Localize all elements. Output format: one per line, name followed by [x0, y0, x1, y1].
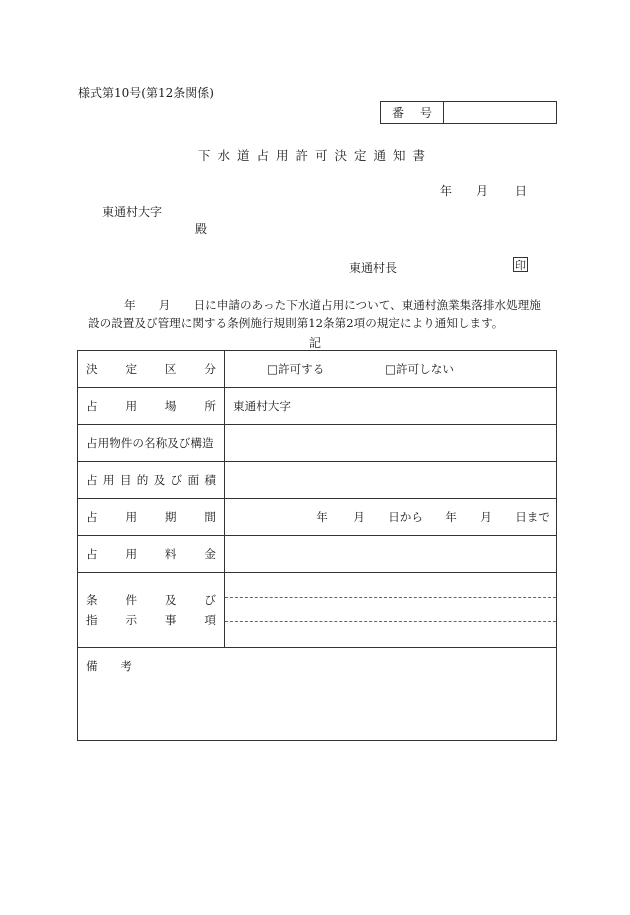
dashed-line: [225, 621, 556, 622]
addressee-place: 東通村大字: [102, 205, 163, 219]
purpose-label: 占 用 目 的 及 び 面 積: [78, 462, 225, 499]
dashed-line: [225, 597, 556, 598]
object-value[interactable]: [225, 425, 557, 462]
location-label: 占 用 場 所: [78, 388, 225, 425]
decision-label: 決 定 区 分: [78, 351, 225, 388]
ki-heading: 記: [308, 336, 321, 350]
table-row: [78, 351, 557, 388]
document-number-field[interactable]: [444, 102, 556, 123]
table-row: [78, 462, 557, 499]
issuer-name: 東通村長: [349, 261, 398, 275]
notice-body: [88, 296, 558, 332]
table-row: [78, 536, 557, 573]
fee-value[interactable]: [225, 536, 557, 573]
addressee-honorific: 殿: [195, 222, 208, 236]
document-number-label: 番 号: [381, 102, 444, 123]
remarks-cell[interactable]: [78, 648, 557, 741]
date-year: 年: [440, 184, 453, 198]
conditions-label: 条 件 及 び 指 示 事 項: [78, 573, 225, 648]
decision-value: [225, 351, 557, 388]
allow-checkbox[interactable]: □許可する: [267, 362, 325, 376]
issue-date: [440, 182, 527, 199]
notice-body-line-2: 設の設置及び管理に関する条例施行規則第12条第2項の規定により通知します。: [88, 316, 504, 330]
fee-label: 占 用 料 金: [78, 536, 225, 573]
deny-checkbox[interactable]: □許可しない: [385, 362, 454, 376]
period-value[interactable]: 年 月 日から 年 月 日まで: [225, 499, 557, 536]
table-row: [78, 425, 557, 462]
permit-details-table: [77, 350, 557, 741]
table-row: [78, 388, 557, 425]
purpose-value[interactable]: [225, 462, 557, 499]
conditions-value[interactable]: [225, 573, 557, 648]
document-number-box: [380, 101, 557, 124]
document-title: 下水道占用許可決定通知書: [197, 148, 432, 163]
table-row: [78, 648, 557, 741]
object-label: 占用物件の名称及び構造: [78, 425, 225, 462]
conditions-dashed-lines: [225, 573, 556, 647]
table-row: [78, 573, 557, 648]
period-label: 占 用 期 間: [78, 499, 225, 536]
seal-mark: 印: [515, 259, 526, 272]
form-number: 様式第10号(第12条関係): [78, 86, 214, 100]
table-row: [78, 499, 557, 536]
date-day: 日: [515, 184, 528, 198]
notice-body-line-1: 年 月 日に申請のあった下水道占用について、東通村漁業集落排水処理施: [124, 298, 541, 312]
remarks-label: 備 考: [86, 659, 132, 673]
location-value[interactable]: 東通村大字: [225, 388, 557, 425]
date-month: 月: [476, 184, 489, 198]
